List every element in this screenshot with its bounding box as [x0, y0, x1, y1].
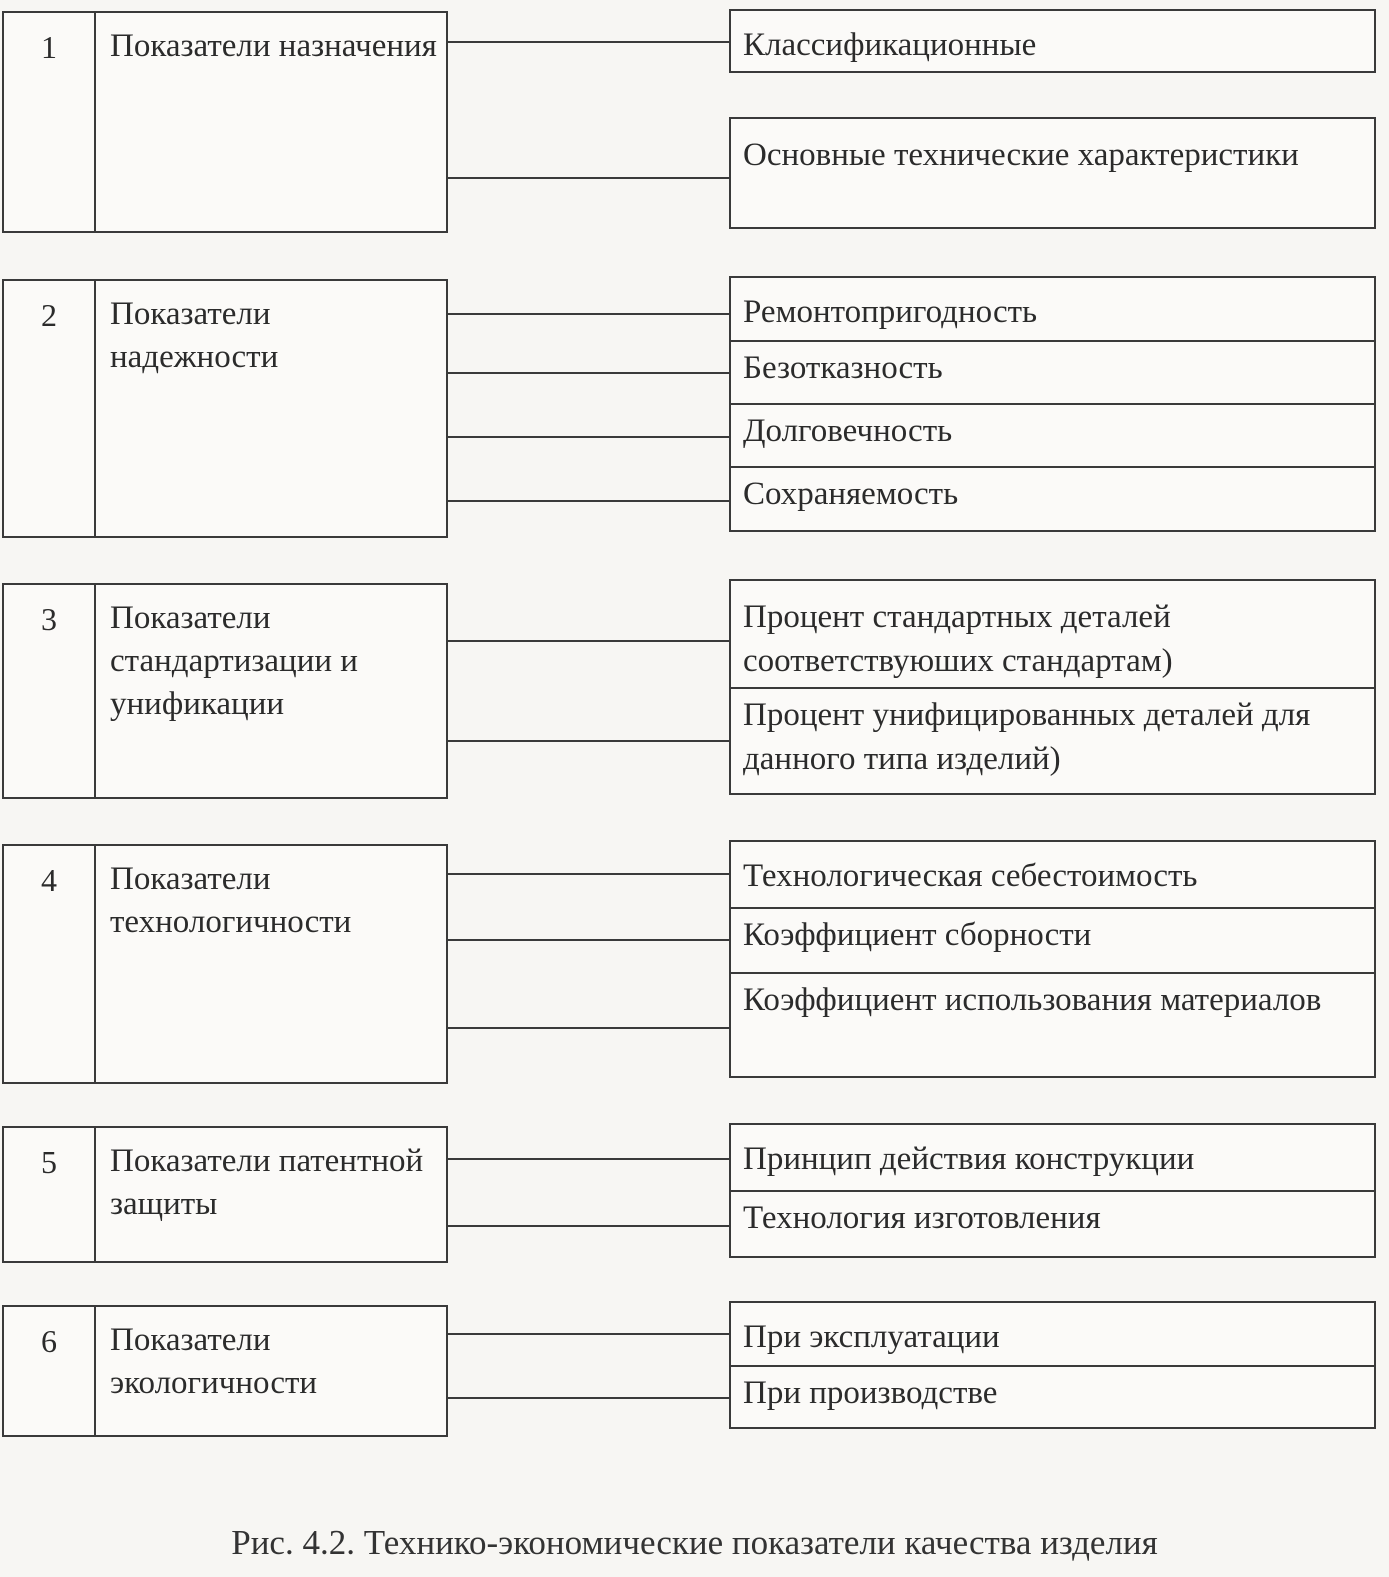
- group-2-box: [2, 279, 448, 538]
- group-4-title: Показатели технологичности: [110, 861, 352, 940]
- group-4-item-3: Коэффициент использования материалов: [731, 972, 1374, 1022]
- group-2-item-1: Ремонтопригодность: [743, 294, 1038, 330]
- group-6-box: [2, 1305, 448, 1437]
- group-3-item-2: Процент унифицированных деталей для данного типа изделий): [731, 687, 1374, 781]
- group-4-box: [2, 844, 448, 1084]
- group-6-title: Показатели экологичности: [110, 1322, 318, 1401]
- group-2-items: [729, 276, 1376, 532]
- group-5-item-2: Технология изготовления: [731, 1190, 1374, 1240]
- group-6-number: 6: [4, 1307, 96, 1435]
- group-3-box: [2, 583, 448, 799]
- group-2-item-2: Безотказность: [731, 340, 1374, 390]
- group-1-item-1: Классификационные: [743, 27, 1037, 63]
- group-6-item-2: При производстве: [731, 1365, 1374, 1415]
- group-2-item-3: Долговечность: [731, 403, 1374, 453]
- group-4-item-2: Коэффициент сборности: [731, 907, 1374, 957]
- group-2-item-4: Сохраняемость: [731, 466, 1374, 516]
- group-5-item-1: Принцип действия конструкции: [743, 1141, 1195, 1177]
- group-3-items: [729, 579, 1376, 795]
- group-1-title: Показатели назначения: [110, 28, 437, 64]
- group-3-item-1: Процент стандартных деталей соответствуюших стандартам): [743, 599, 1173, 679]
- group-4-item-1: Технологическая себестоимость: [743, 858, 1198, 894]
- group-6-item-1: При эксплуатации: [743, 1319, 1000, 1355]
- group-1-item-2: Основные технические характеристики: [743, 137, 1299, 173]
- group-5-box: [2, 1126, 448, 1263]
- group-4-items: [729, 840, 1376, 1078]
- group-1-item-box-2: [729, 117, 1376, 229]
- group-1-number: 1: [4, 13, 96, 231]
- group-3-number: 3: [4, 585, 96, 797]
- group-6-items: [729, 1301, 1376, 1429]
- group-5-title: Показатели патентной защиты: [110, 1143, 424, 1222]
- group-3-title: Показатели стандартизации и унификации: [110, 600, 358, 722]
- group-5-items: [729, 1123, 1376, 1258]
- figure-caption: Рис. 4.2. Технико-экономические показатели качества изделия: [231, 1523, 1158, 1562]
- group-1-item-box: [729, 9, 1376, 73]
- group-2-title: Показатели надежности: [110, 296, 279, 375]
- group-5-number: 5: [4, 1128, 96, 1261]
- group-2-number: 2: [4, 281, 96, 536]
- group-4-number: 4: [4, 846, 96, 1082]
- group-1-box: [2, 11, 448, 233]
